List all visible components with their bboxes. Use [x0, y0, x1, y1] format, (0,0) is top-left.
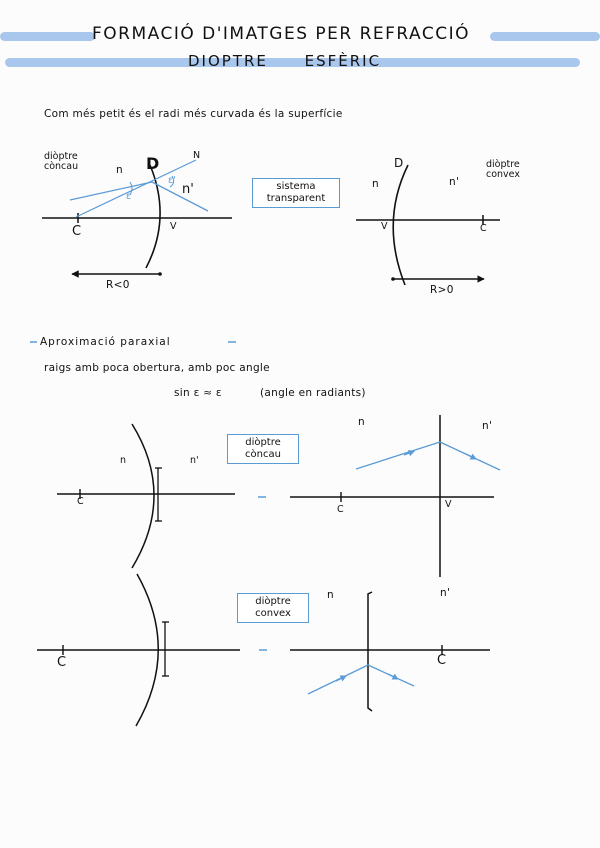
fig1-concave-diagram [42, 160, 232, 276]
page-title: FORMACIÓ D'IMATGES PER REFRACCIÓ [92, 24, 471, 44]
fig2-concave-box: diòptre còncau [227, 434, 299, 464]
fig1-system-box: sistema transparent [252, 178, 340, 208]
fig2-right-n-prime: n' [482, 420, 493, 432]
fig1-eps: ε [126, 191, 132, 202]
intro-text: Com més petit és el radi més curvada és la superfície [44, 108, 343, 120]
page-subtitle: DIOPTRE ESFÈRIC [188, 52, 382, 70]
fig2-right-n: n [358, 416, 365, 428]
fig1-n-prime: n' [182, 182, 194, 197]
fig3-C: C [57, 655, 67, 670]
fig1-convex-label: diòptre convex [486, 159, 520, 180]
fig2-n: n [120, 455, 127, 466]
fig1-n: n [116, 164, 123, 176]
fig1-right-n-prime: n' [449, 176, 460, 188]
fig1-N: N [193, 150, 201, 161]
fig2-C: C [77, 496, 84, 507]
fig1-right-n: n [372, 178, 379, 190]
paraxial-heading: Aproximació paraxial [40, 336, 171, 348]
fig1-R: R<0 [106, 279, 130, 291]
fig3-right-C: C [437, 653, 447, 668]
fig1-right-R: R>0 [430, 284, 454, 296]
paraxial-line1: raigs amb poca obertura, amb poc angle [44, 362, 270, 374]
fig3-paraxial-diagram [290, 592, 490, 711]
fig2-n-prime: n' [190, 455, 199, 466]
fig3-convex-diagram [37, 574, 267, 726]
fig1-right-V: V [381, 221, 388, 232]
fig1-V: V [170, 221, 177, 232]
fig3-convex-box: diòptre convex [237, 593, 309, 623]
fig2-right-V: V [445, 499, 452, 510]
fig1-eps-prime: ε' [168, 175, 176, 186]
fig2-paraxial-diagram [290, 415, 500, 577]
paraxial-formula: sin ε ≈ ε [174, 387, 222, 399]
fig3-right-n: n [327, 589, 334, 601]
fig1-right-D: D [394, 156, 404, 170]
fig2-right-C: C [337, 504, 344, 515]
fig1-concave-label: diòptre còncau [44, 151, 79, 172]
fig1-C: C [72, 224, 82, 239]
fig1-D: D [146, 154, 160, 173]
fig1-right-C: C [480, 223, 487, 234]
fig3-right-n-prime: n' [440, 587, 451, 599]
paraxial-note: (angle en radiants) [260, 387, 366, 399]
